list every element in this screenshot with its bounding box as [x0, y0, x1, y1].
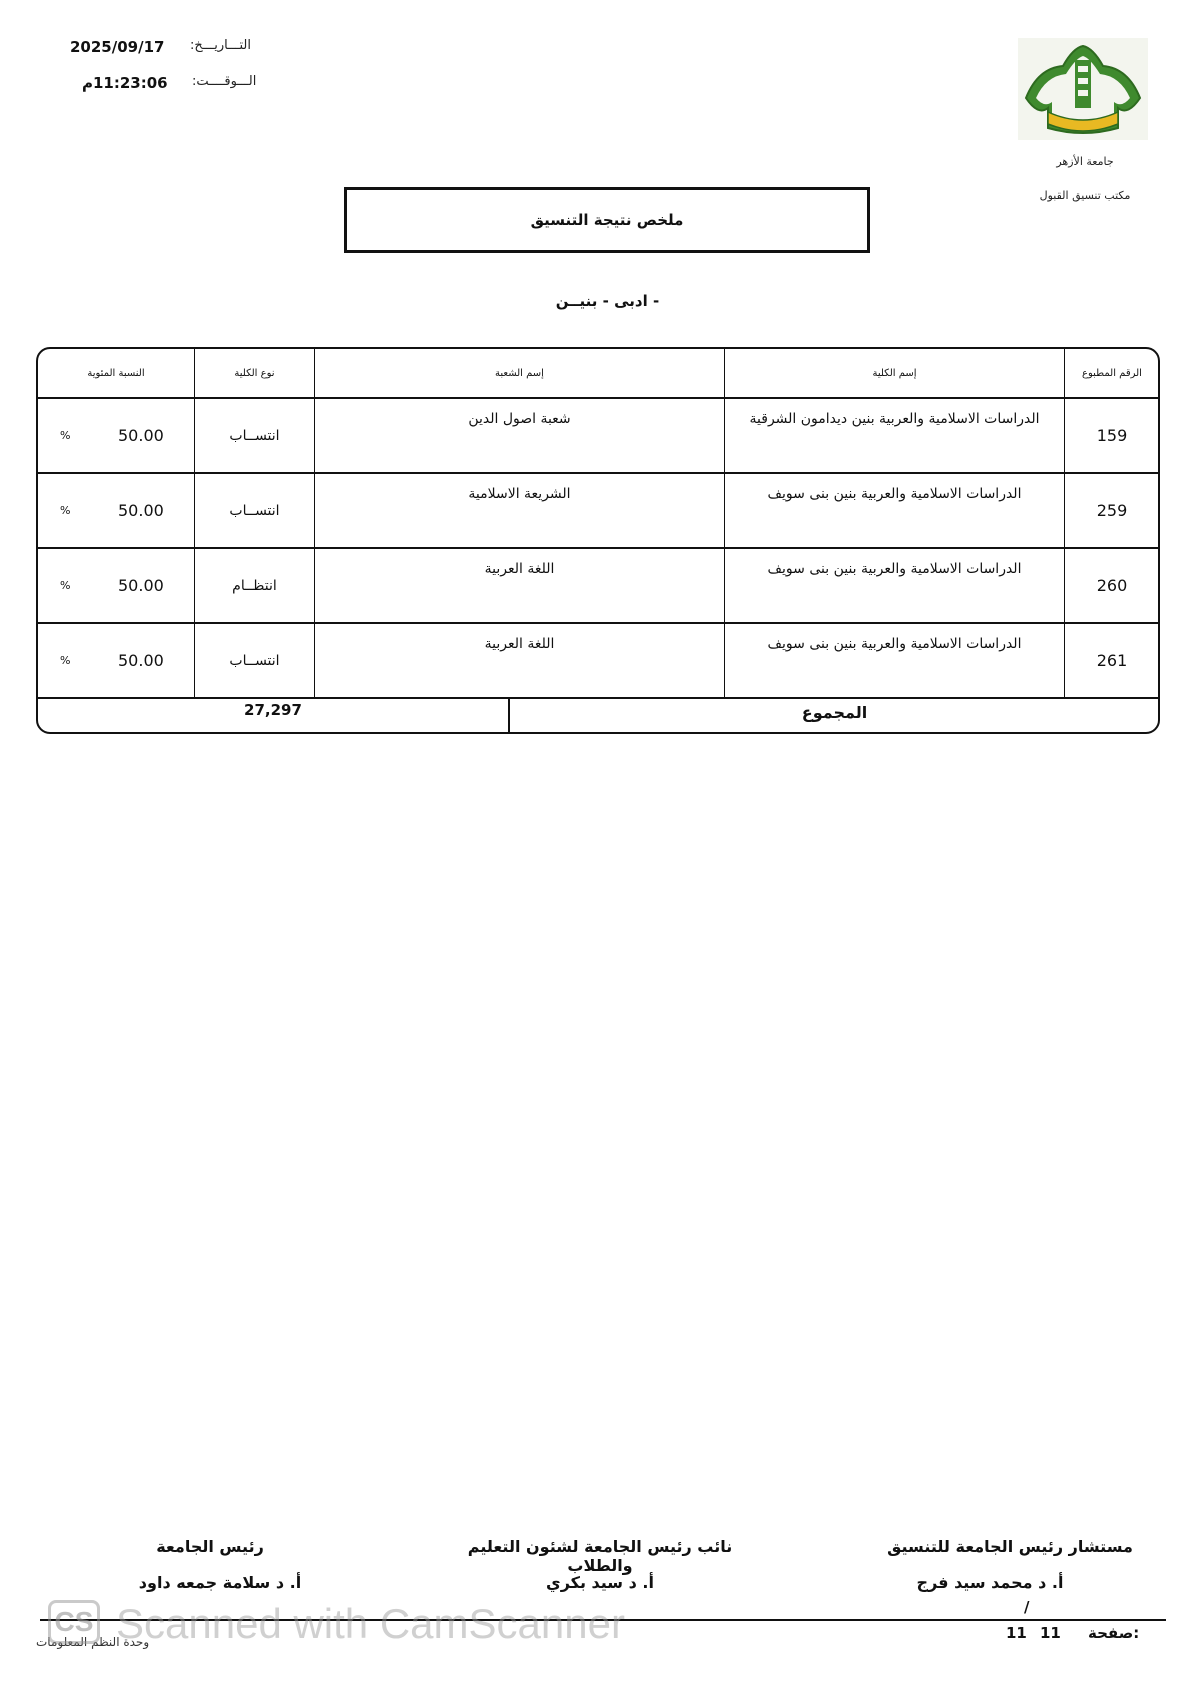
table-row: [38, 474, 1158, 549]
pct-value: 50.00: [118, 501, 164, 520]
signature-middle-title: نائب رئيس الجامعة لشئون التعليم والطلاب: [467, 1537, 733, 1575]
college-name: الدراسات الاسلامية والعربية بنين بنى سويف: [767, 561, 1022, 577]
college-type: انتظــام: [232, 577, 277, 594]
page-label: صفحة:: [1088, 1624, 1140, 1642]
col-header-code: الرقم المطبوع: [1064, 349, 1159, 397]
col-header-pct: النسبة المئوية: [87, 367, 145, 379]
pct-value: 50.00: [118, 576, 164, 595]
col-header-college: إسم الكلية: [724, 349, 1064, 397]
total-row: [38, 699, 1158, 733]
page-total: 11: [1006, 1624, 1027, 1642]
college-type: انتســاب: [229, 502, 280, 519]
al-azhar-logo: [1018, 38, 1148, 140]
dept-name: اللغة العربية: [484, 561, 555, 577]
college-type: انتســاب: [229, 652, 280, 669]
college-name: الدراسات الاسلامية والعربية بنين بنى سويف: [767, 636, 1022, 652]
table-row: [38, 399, 1158, 474]
pct-sign: %: [60, 504, 71, 517]
page-current: 11: [1040, 1624, 1061, 1642]
time-value: 11:23:06م: [82, 74, 168, 92]
total-label: المجموع: [508, 699, 1159, 733]
date-value: 2025/09/17: [70, 38, 165, 56]
college-type: انتســاب: [229, 427, 280, 444]
signature-right-title: مستشار رئيس الجامعة للتنسيق: [887, 1537, 1133, 1556]
table-row: [38, 549, 1158, 624]
pct-sign: %: [60, 579, 71, 592]
signature-right-name: أ. د محمد سيد فرج: [916, 1573, 1064, 1592]
signature-middle-name: أ. د سيد بكري: [546, 1573, 654, 1592]
results-table: [36, 347, 1160, 734]
pct-sign: %: [60, 429, 71, 442]
pct-value: 50.00: [118, 651, 164, 670]
signature-left-name: أ. د سلامة جمعه داود: [138, 1573, 302, 1592]
table-header: [38, 349, 1158, 399]
pct-value: 50.00: [118, 426, 164, 445]
time-label: الـــوقــــت:: [192, 74, 257, 89]
camscanner-badge: CS: [48, 1600, 100, 1644]
office-name: مكتب تنسيق القبول: [1039, 189, 1131, 202]
col-header-dept: إسم الشعبة: [314, 349, 724, 397]
college-name: الدراسات الاسلامية والعربية بنين ديدامون الشرقية: [749, 411, 1040, 427]
footer-unit: وحدة النظم المعلومات: [36, 1635, 150, 1649]
university-name: جامعة الأزهر: [1056, 155, 1114, 168]
signature-left-title: رئيس الجامعة: [156, 1537, 264, 1556]
report-title: ملخص نتيجة التنسيق: [344, 187, 870, 253]
college-code: 259: [1096, 501, 1128, 520]
college-code: 159: [1096, 426, 1128, 445]
college-name: الدراسات الاسلامية والعربية بنين بنى سويف: [767, 486, 1022, 502]
col-header-type: نوع الكلية: [194, 349, 314, 397]
page-slash: /: [1024, 1598, 1030, 1616]
dept-name: الشريعة الاسلامية: [468, 486, 571, 502]
table-row: [38, 624, 1158, 699]
pct-sign: %: [60, 654, 71, 667]
college-code: 260: [1096, 576, 1128, 595]
dept-name: شعبة اصول الدين: [468, 411, 571, 427]
total-value: 27,297: [244, 701, 302, 719]
date-label: التـــاريـــخ:: [190, 38, 251, 53]
dept-name: اللغة العربية: [484, 636, 555, 652]
camscanner-watermark: Scanned with CamScanner: [116, 1600, 625, 1647]
college-code: 261: [1096, 651, 1128, 670]
report-subtitle: - ادبى - بنيــن: [555, 292, 660, 310]
